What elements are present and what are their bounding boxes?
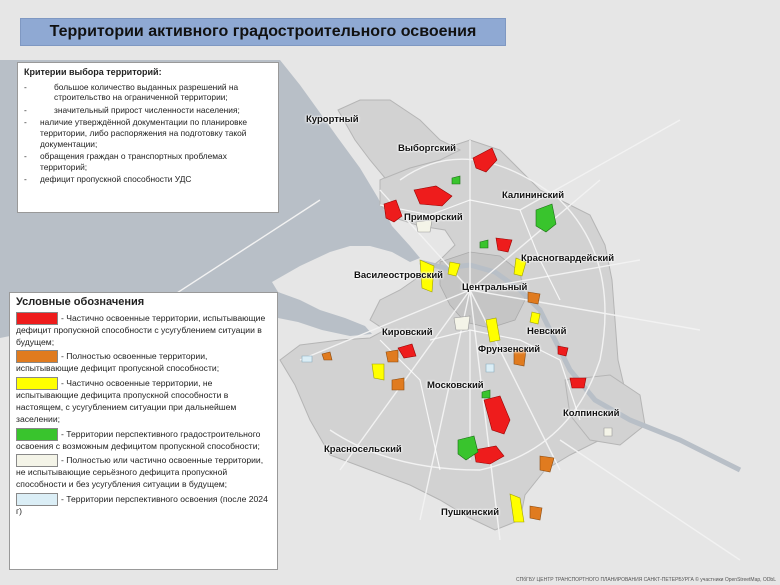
zone-yellow xyxy=(530,312,540,324)
district-label-kurortny: Курортный xyxy=(306,114,359,125)
district-label-krasnoselsky: Красносельский xyxy=(324,444,402,455)
zone-yellow xyxy=(372,364,384,380)
criteria-item xyxy=(24,105,272,116)
map-title: Территории активного градостроительного освоения xyxy=(20,18,506,46)
legend-text: - Территории перспективного освоения (после 2024 г) xyxy=(16,493,268,516)
legend-text: - Полностью освоенные территории, испытывающие дефицит пропускной способности; xyxy=(16,351,220,374)
criteria-text: обращения граждан о транспортных проблемах территорий; xyxy=(40,151,227,172)
district-label-frunzensky: Фрунзенский xyxy=(478,344,541,355)
district-label-tsentralny: Центральный xyxy=(462,282,528,293)
zone-cream xyxy=(454,316,470,330)
legend-text: - Территории перспективного градостроительного освоения с возможным дефицитом пропускной способности; xyxy=(16,428,261,451)
district-label-nevsky: Невский xyxy=(527,326,567,337)
criteria-text: значительный прирост численности населения; xyxy=(54,104,240,115)
zone-orange xyxy=(528,292,540,304)
legend-swatch-yellow xyxy=(16,377,58,390)
legend-item-cream xyxy=(16,454,271,491)
legend-item-orange xyxy=(16,350,271,375)
criteria-panel xyxy=(17,62,279,213)
legend-item-green xyxy=(16,428,271,453)
criteria-dash: - xyxy=(24,174,27,185)
legend-heading: Условные обозначения xyxy=(16,296,145,308)
zone-red xyxy=(570,378,586,388)
district-label-kolpinsky: Колпинский xyxy=(563,408,620,419)
legend-text: - Частично освоенные территории, испытывающие дефицит пропускной способности с усугублением ситуации в будущем; xyxy=(16,312,266,347)
legend-item-blue xyxy=(16,493,271,518)
zone-orange xyxy=(392,378,404,390)
legend-text: - Полностью или частично освоенные территории, не испытывающие серьёзного дефицита пропускной способности и без усугубления ситуации в будущем; xyxy=(16,455,264,490)
legend-swatch-blue xyxy=(16,493,58,506)
zone-cream xyxy=(604,428,612,436)
zone-blue xyxy=(486,364,494,372)
legend-swatch-orange xyxy=(16,350,58,363)
criteria-item xyxy=(24,151,272,172)
district-label-vasileostrovsky: Василеостровский xyxy=(354,270,444,281)
legend-swatch-red xyxy=(16,312,58,325)
district-label-kalininsky: Калининский xyxy=(502,190,565,201)
criteria-text: большое количество выданных разрешений на строительство на ограниченной территории; xyxy=(54,81,239,103)
criteria-dash: - xyxy=(24,151,27,162)
criteria-item xyxy=(24,82,272,103)
legend-text: - Частично освоенные территории, не испытывающие дефицита пропускной способности в настоящем, с усугублением ситуации при дальнейшем заселении; xyxy=(16,377,237,424)
criteria-item xyxy=(24,117,272,149)
criteria-dash: - xyxy=(24,81,27,92)
district-label-vyborgsky: Выборгский xyxy=(398,143,456,154)
legend-swatch-green xyxy=(16,428,58,441)
district-label-primorsky: Приморский xyxy=(404,212,463,223)
legend-item-red xyxy=(16,312,271,349)
zone-orange xyxy=(386,350,398,362)
zone-blue xyxy=(302,356,312,362)
district-label-moskovsky: Московский xyxy=(427,380,484,391)
district-label-pushkinsky: Пушкинский xyxy=(441,507,500,518)
district-label-krasnogvardeysky: Красногвардейский xyxy=(521,253,615,264)
criteria-dash: - xyxy=(24,104,27,115)
criteria-item xyxy=(24,174,272,185)
zone-red xyxy=(558,346,568,356)
criteria-dash: - xyxy=(24,117,27,128)
zone-orange xyxy=(530,506,542,520)
criteria-heading: Критерии выбора территорий: xyxy=(24,67,162,77)
legend-swatch-cream xyxy=(16,454,58,467)
criteria-text: дефицит пропускной способности УДС xyxy=(40,174,192,185)
legend-item-yellow xyxy=(16,377,271,425)
district-label-kirovsky: Кировский xyxy=(382,327,433,338)
map-credit: СПбГБУ ЦЕНТР ТРАНСПОРТНОГО ПЛАНИРОВАНИЯ САНКТ-ПЕТЕРБУРГА © участники OpenStreetMap, ODbL xyxy=(516,577,776,583)
legend-panel xyxy=(9,292,278,570)
criteria-text: наличие утверждённой документации по планировке территории, либо распоряжения на подготовку такой документации; xyxy=(40,117,248,149)
